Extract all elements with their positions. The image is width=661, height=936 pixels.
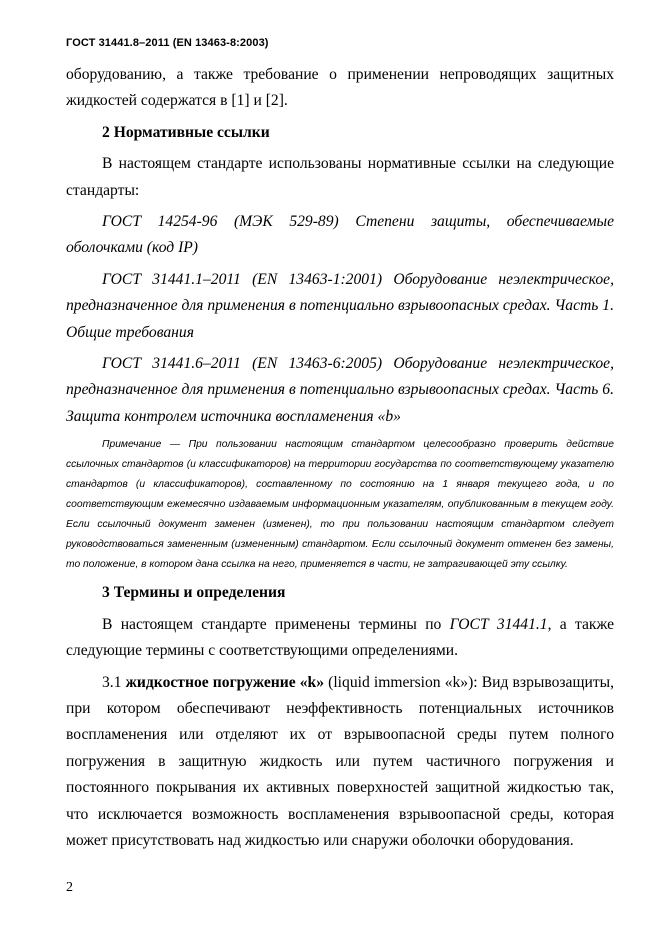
normative-reference: ГОСТ 31441.6–2011 (EN 13463-6:2005) Оборудование неэлектрическое, предназначенное для применения в потенциально взрывоопасных средах. Часть 6. Защита контролем источника воспламенения «b» <box>66 355 614 425</box>
section-2-lead: В настоящем стандарте использованы нормативные ссылки на следующие стандарты: <box>66 155 614 199</box>
term-definition <box>66 670 614 855</box>
note-paragraph: Примечание — При пользовании настоящим стандартом целесообразно проверить действие ссылочных стандартов (и классификаторов) на территории государства по соответствующему указателю стандартов (и классификаторов), составленному по состоянию на 1 января текущего года, и по соответствующим ежемесячно издаваемым информационным указателям, опубликованным в текущем году. Если ссылочный документ заменен (изменен), то при пользовании настоящим стандартом следует руководствоваться замененным (измененным) стандартом. Если ссылочный документ отменен без замены, то положение, в котором дана ссылка на него, применяется в части, не затрагивающей эту ссылку. <box>66 439 614 571</box>
page-header: ГОСТ 31441.8–2011 (EN 13463-8:2003) <box>66 37 269 49</box>
term-definition-text: (liquid immersion «k»): Вид взрывозащиты, при котором обеспечивают неэффективность потенциальных источников воспламенения или отделяют их от взрывоопасной среды путем полного погружения в защитную жидкость или путем частичного погружения и постоянного покрывания их активных поверхностей защитной жидкостью так, что исключается возможность воспламенения взрывоопасной среды, которая может присутствовать над жидкостью или снаружи оболочки оборудования. <box>66 673 615 849</box>
document-body <box>66 62 614 854</box>
page-number: 2 <box>66 880 73 895</box>
section-3-heading: 3 Термины и определения <box>102 584 286 602</box>
term-name: жидкостное погружение «k» <box>125 673 325 691</box>
section-2-heading: 2 Нормативные ссылки <box>102 123 270 141</box>
normative-reference: ГОСТ 31441.1–2011 (EN 13463-1:2001) Оборудование неэлектрическое, предназначенное для применения в потенциально взрывоопасных средах. Часть 1. Общие требования <box>66 270 614 341</box>
normative-reference: ГОСТ 14254-96 (МЭК 529-89) Степени защиты, обеспечиваемые оболочками (код IP) <box>66 213 614 257</box>
lead-text: В настоящем стандарте применены термины по <box>102 615 450 633</box>
section-3-lead <box>66 612 614 665</box>
lead-reference: ГОСТ 31441.1 <box>449 615 548 633</box>
intro-paragraph: оборудованию, а также требование о применении непроводящих защитных жидкостей содержатся в [1] и [2]. <box>66 66 614 110</box>
lead-text-end: , а также следующие термины с соответствующими определениями. <box>66 615 615 660</box>
term-number: 3.1 <box>102 673 126 691</box>
